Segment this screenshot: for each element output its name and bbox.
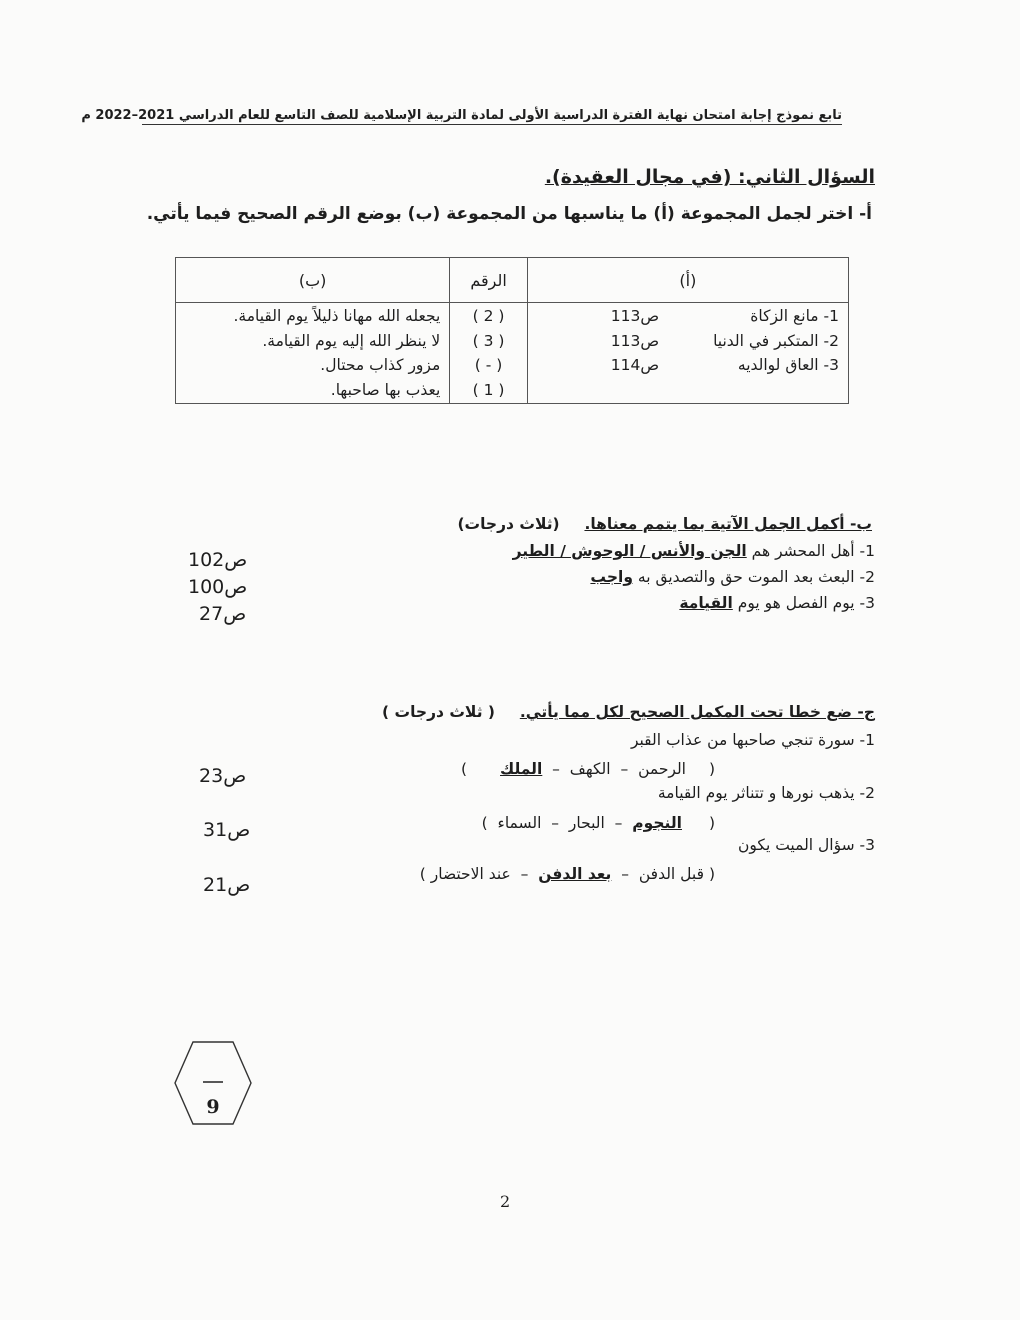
page-reference: ص31 [203, 819, 251, 841]
page-reference: ص113 [610, 331, 660, 350]
answer-number: ( 3 ) [472, 331, 505, 350]
option-correct: الملك [500, 760, 543, 778]
page-number: 2 [500, 1192, 511, 1211]
section-b-item [513, 542, 875, 560]
group-a-item [529, 353, 847, 378]
table-body-row [176, 303, 849, 404]
page-reference: ص23 [199, 765, 247, 787]
item-answer: الجن والأنس / الوحوش / الطير [512, 542, 747, 560]
section-c-title [382, 703, 875, 721]
option: الرحمن [638, 760, 686, 778]
option: البحار [568, 814, 605, 832]
page-reference: ص100 [188, 576, 248, 598]
item-question: يذهب نورها و تتناثر يوم القيامة [657, 784, 855, 802]
section-c-heading: ج- ضع خطا تحت المكمل الصحيح لكل مما يأتي. [519, 703, 875, 721]
section-b-heading: ب- أكمل الجمل الآتية بما يتمم معناها. [584, 515, 872, 533]
item-number: 1- [859, 542, 875, 560]
item-number: 3- [859, 594, 875, 612]
header-number: الرقم [450, 258, 528, 303]
page-reference: ص27 [199, 603, 247, 625]
number-cell [450, 303, 528, 404]
page-reference: ص21 [203, 874, 251, 896]
item-question: سؤال الميت يكون [738, 836, 855, 854]
group-a-text: 1- مانع الزكاة [750, 307, 839, 325]
group-b-item: لا ينظر الله إليه يوم القيامة. [262, 331, 441, 350]
group-b-item: يجعله الله مهانا ذليلاً يوم القيامة. [233, 307, 441, 325]
group-b-item: مزور كذاب محتال. [320, 356, 441, 374]
score-denominator: 9 [206, 1096, 220, 1118]
option: الكهف [569, 760, 611, 778]
page-reference: ص102 [188, 549, 248, 571]
page-reference: ص113 [610, 307, 660, 325]
group-b-item: يعذب بها صاحبها. [330, 380, 441, 399]
section-c-options: ( النجوم – البحار – السماء ) [481, 814, 715, 832]
answer-number: ( 2 ) [472, 307, 505, 325]
header-group-a: (أ) [527, 258, 848, 303]
section-b-item [590, 568, 875, 586]
item-text: البعث بعد الموت حق والتصديق به [637, 568, 855, 586]
item-answer: واجب [590, 568, 633, 586]
group-a-text: 3- العاق لوالديه [737, 356, 839, 374]
group-a-item [529, 304, 847, 329]
section-b-item [679, 594, 875, 612]
option: قبل الدفن [638, 865, 704, 883]
section-c-grade: ( ثلاث درجات ) [382, 703, 495, 721]
section-c-question [658, 784, 875, 802]
item-number: 3- [859, 836, 875, 854]
section-c-options: ( قبل الدفن – بعد الدفن – عند الاحتضار ) [419, 865, 715, 883]
item-question: سورة تنجي صاحبها من عذاب القبر [630, 731, 855, 749]
matching-table [175, 257, 849, 404]
item-text: أهل المحشر هم [751, 542, 855, 560]
option: السماء [497, 814, 542, 832]
group-a-cell [527, 303, 848, 404]
group-a-item [529, 329, 847, 354]
section-c-question [738, 836, 875, 854]
item-number: 1- [859, 731, 875, 749]
item-number: 2- [859, 784, 875, 802]
section-c-options: ( الرحمن – الكهف – الملك ) [461, 760, 715, 778]
option-correct: بعد الدفن [538, 865, 612, 883]
page-header: تابع نموذج إجابة امتحان نهاية الفترة الدراسية الأولى لمادة التربية الإسلامية للصف التاسع للعام الدراسي 2021–2022 م [81, 108, 842, 123]
question-title: السؤال الثاني: (في مجال العقيدة). [544, 166, 875, 188]
header-group-b: (ب) [176, 258, 450, 303]
option-correct: النجوم [632, 814, 682, 832]
item-answer: القيامة [679, 594, 733, 612]
option: عند الاحتضار [430, 865, 511, 883]
item-text: يوم الفصل هو يوم [737, 594, 855, 612]
section-b-grade: (ثلاث درجات) [457, 515, 560, 533]
table-header-row [176, 258, 849, 303]
group-b-cell [176, 303, 450, 404]
section-a-instruction: أ- اختر لجمل المجموعة (أ) ما يناسبها من المجموعة (ب) بوضع الرقم الصحيح فيما يأتي. [146, 204, 872, 224]
group-a-text: 2- المتكبر في الدنيا [713, 331, 839, 350]
answer-number: ( 1 ) [472, 380, 505, 399]
answer-number: ( - ) [474, 356, 503, 374]
page-reference: ص114 [610, 356, 660, 374]
section-b-title [457, 515, 872, 533]
section-c-question [631, 731, 875, 749]
item-number: 2- [859, 568, 875, 586]
